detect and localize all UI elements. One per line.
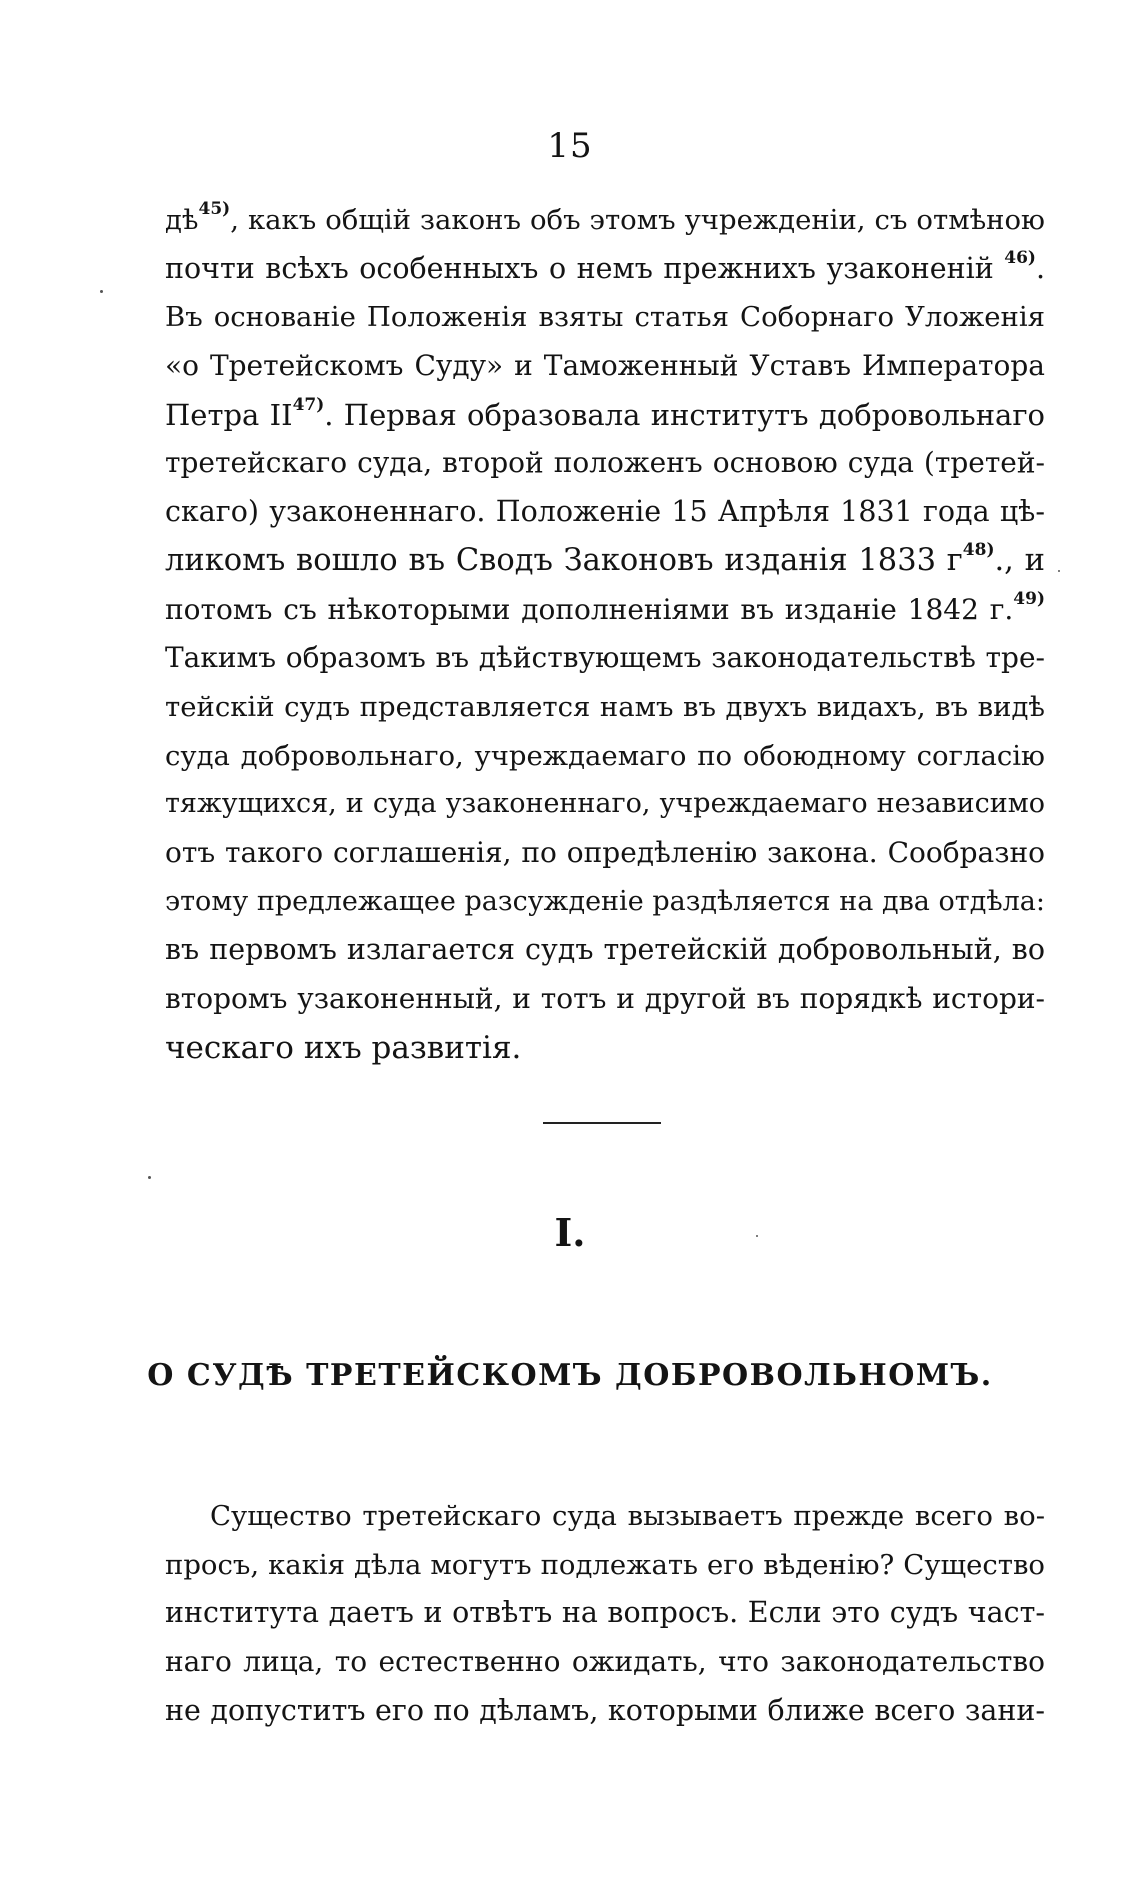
footnote-ref-47: 47) (292, 394, 325, 415)
paragraph-1 (165, 196, 1045, 1072)
text-fragment: потомъ съ нѣкоторыми дополненіями въ изданіе 1842 г. (165, 592, 1014, 626)
paragraph-1-line-5 (165, 391, 1045, 440)
print-speck (100, 290, 103, 293)
text-fragment: почти всѣхъ особенныхъ о немъ прежнихъ узаконеній (165, 251, 1005, 285)
paragraph-1-line-16: въ первомъ излагается судъ третейскій добровольный, во (165, 933, 1045, 967)
print-speck (1058, 570, 1060, 572)
print-speck (756, 1235, 758, 1237)
paragraph-1-line-7: скаго) узаконеннаго. Положеніе 15 Апрѣля 1831 года цѣ- (165, 495, 1045, 529)
paragraph-1-line-6: третейскаго суда, второй положенъ основою суда (третей- (165, 446, 1045, 480)
text-fragment: ликомъ вошло въ Сводъ Законовъ изданія 1833 г (165, 542, 963, 578)
page-number: 15 (547, 126, 593, 166)
paragraph-2-line-1: Существо третейскаго суда вызываетъ прежде всего во- (210, 1500, 1045, 1532)
paragraph-1-line-10: Такимъ образомъ въ дѣйствующемъ законодательствѣ тре- (165, 641, 1045, 675)
paragraph-1-line-17: второмъ узаконенный, и тотъ и другой въ порядкѣ истори- (165, 982, 1045, 1015)
footnote-ref-46: 46) (1004, 247, 1036, 268)
text-fragment: . (1035, 251, 1045, 285)
paragraph-1-line-1 (165, 196, 1045, 245)
paragraph-1-line-13: тяжущихся, и суда узаконеннаго, учреждаемаго независимо (165, 788, 1045, 820)
paragraph-2 (165, 1492, 1045, 1735)
text-fragment: , какъ общій законъ объ этомъ учрежденіи, съ отмѣною (230, 204, 1045, 236)
text-fragment: дѣ (165, 204, 199, 236)
footnote-ref-48: 48) (962, 539, 995, 560)
paragraph-1-line-2 (165, 245, 1045, 294)
section-number: I. (554, 1210, 586, 1255)
paragraph-1-line-9 (165, 586, 1045, 635)
footnote-ref-45: 45) (198, 199, 231, 219)
paragraph-2-line-4: наго лица, то естественно ожидать, что законодательство (165, 1645, 1045, 1679)
paragraph-2-line-2: просъ, какія дѣла могутъ подлежать его вѣденію? Существо (165, 1548, 1045, 1581)
section-title: О СУДѢ ТРЕТЕЙСКОМЪ ДОБРОВОЛЬНОМЪ. (147, 1358, 993, 1393)
text-fragment: ., и (994, 542, 1045, 578)
paragraph-2-line-5: не допуститъ его по дѣламъ, которыми ближе всего зани- (165, 1693, 1045, 1727)
footnote-ref-49: 49) (1013, 588, 1045, 609)
paragraph-1-line-4: «о Третейскомъ Суду» и Таможенный Уставъ Императора (165, 349, 1045, 383)
paragraph-1-line-3: Въ основаніе Положенія взяты статья Соборнаго Уложенія (165, 301, 1045, 334)
paragraph-1-line-8 (165, 537, 1045, 586)
section-divider (543, 1122, 661, 1124)
text-fragment: Петра II (165, 397, 293, 432)
paragraph-1-line-11: тейскій судъ представляется намъ въ двухъ видахъ, въ видѣ (165, 690, 1045, 723)
paragraph-1-line-18: ческаго ихъ развитія. (165, 1029, 522, 1066)
paragraph-2-line-3: института даетъ и отвѣтъ на вопросъ. Если это судъ част- (165, 1596, 1045, 1630)
print-speck (148, 1176, 151, 1179)
paragraph-1-line-14: отъ такого соглашенія, по опредѣленію закона. Сообразно (165, 835, 1045, 869)
text-fragment: . Первая образовала институтъ добровольнаго (324, 397, 1045, 432)
paragraph-1-line-15: этому предлежащее разсужденіе раздѣляется на два отдѣла: (165, 885, 1045, 917)
paragraph-1-line-12: суда добровольнаго, учреждаемаго по обоюдному согласію (165, 739, 1045, 772)
